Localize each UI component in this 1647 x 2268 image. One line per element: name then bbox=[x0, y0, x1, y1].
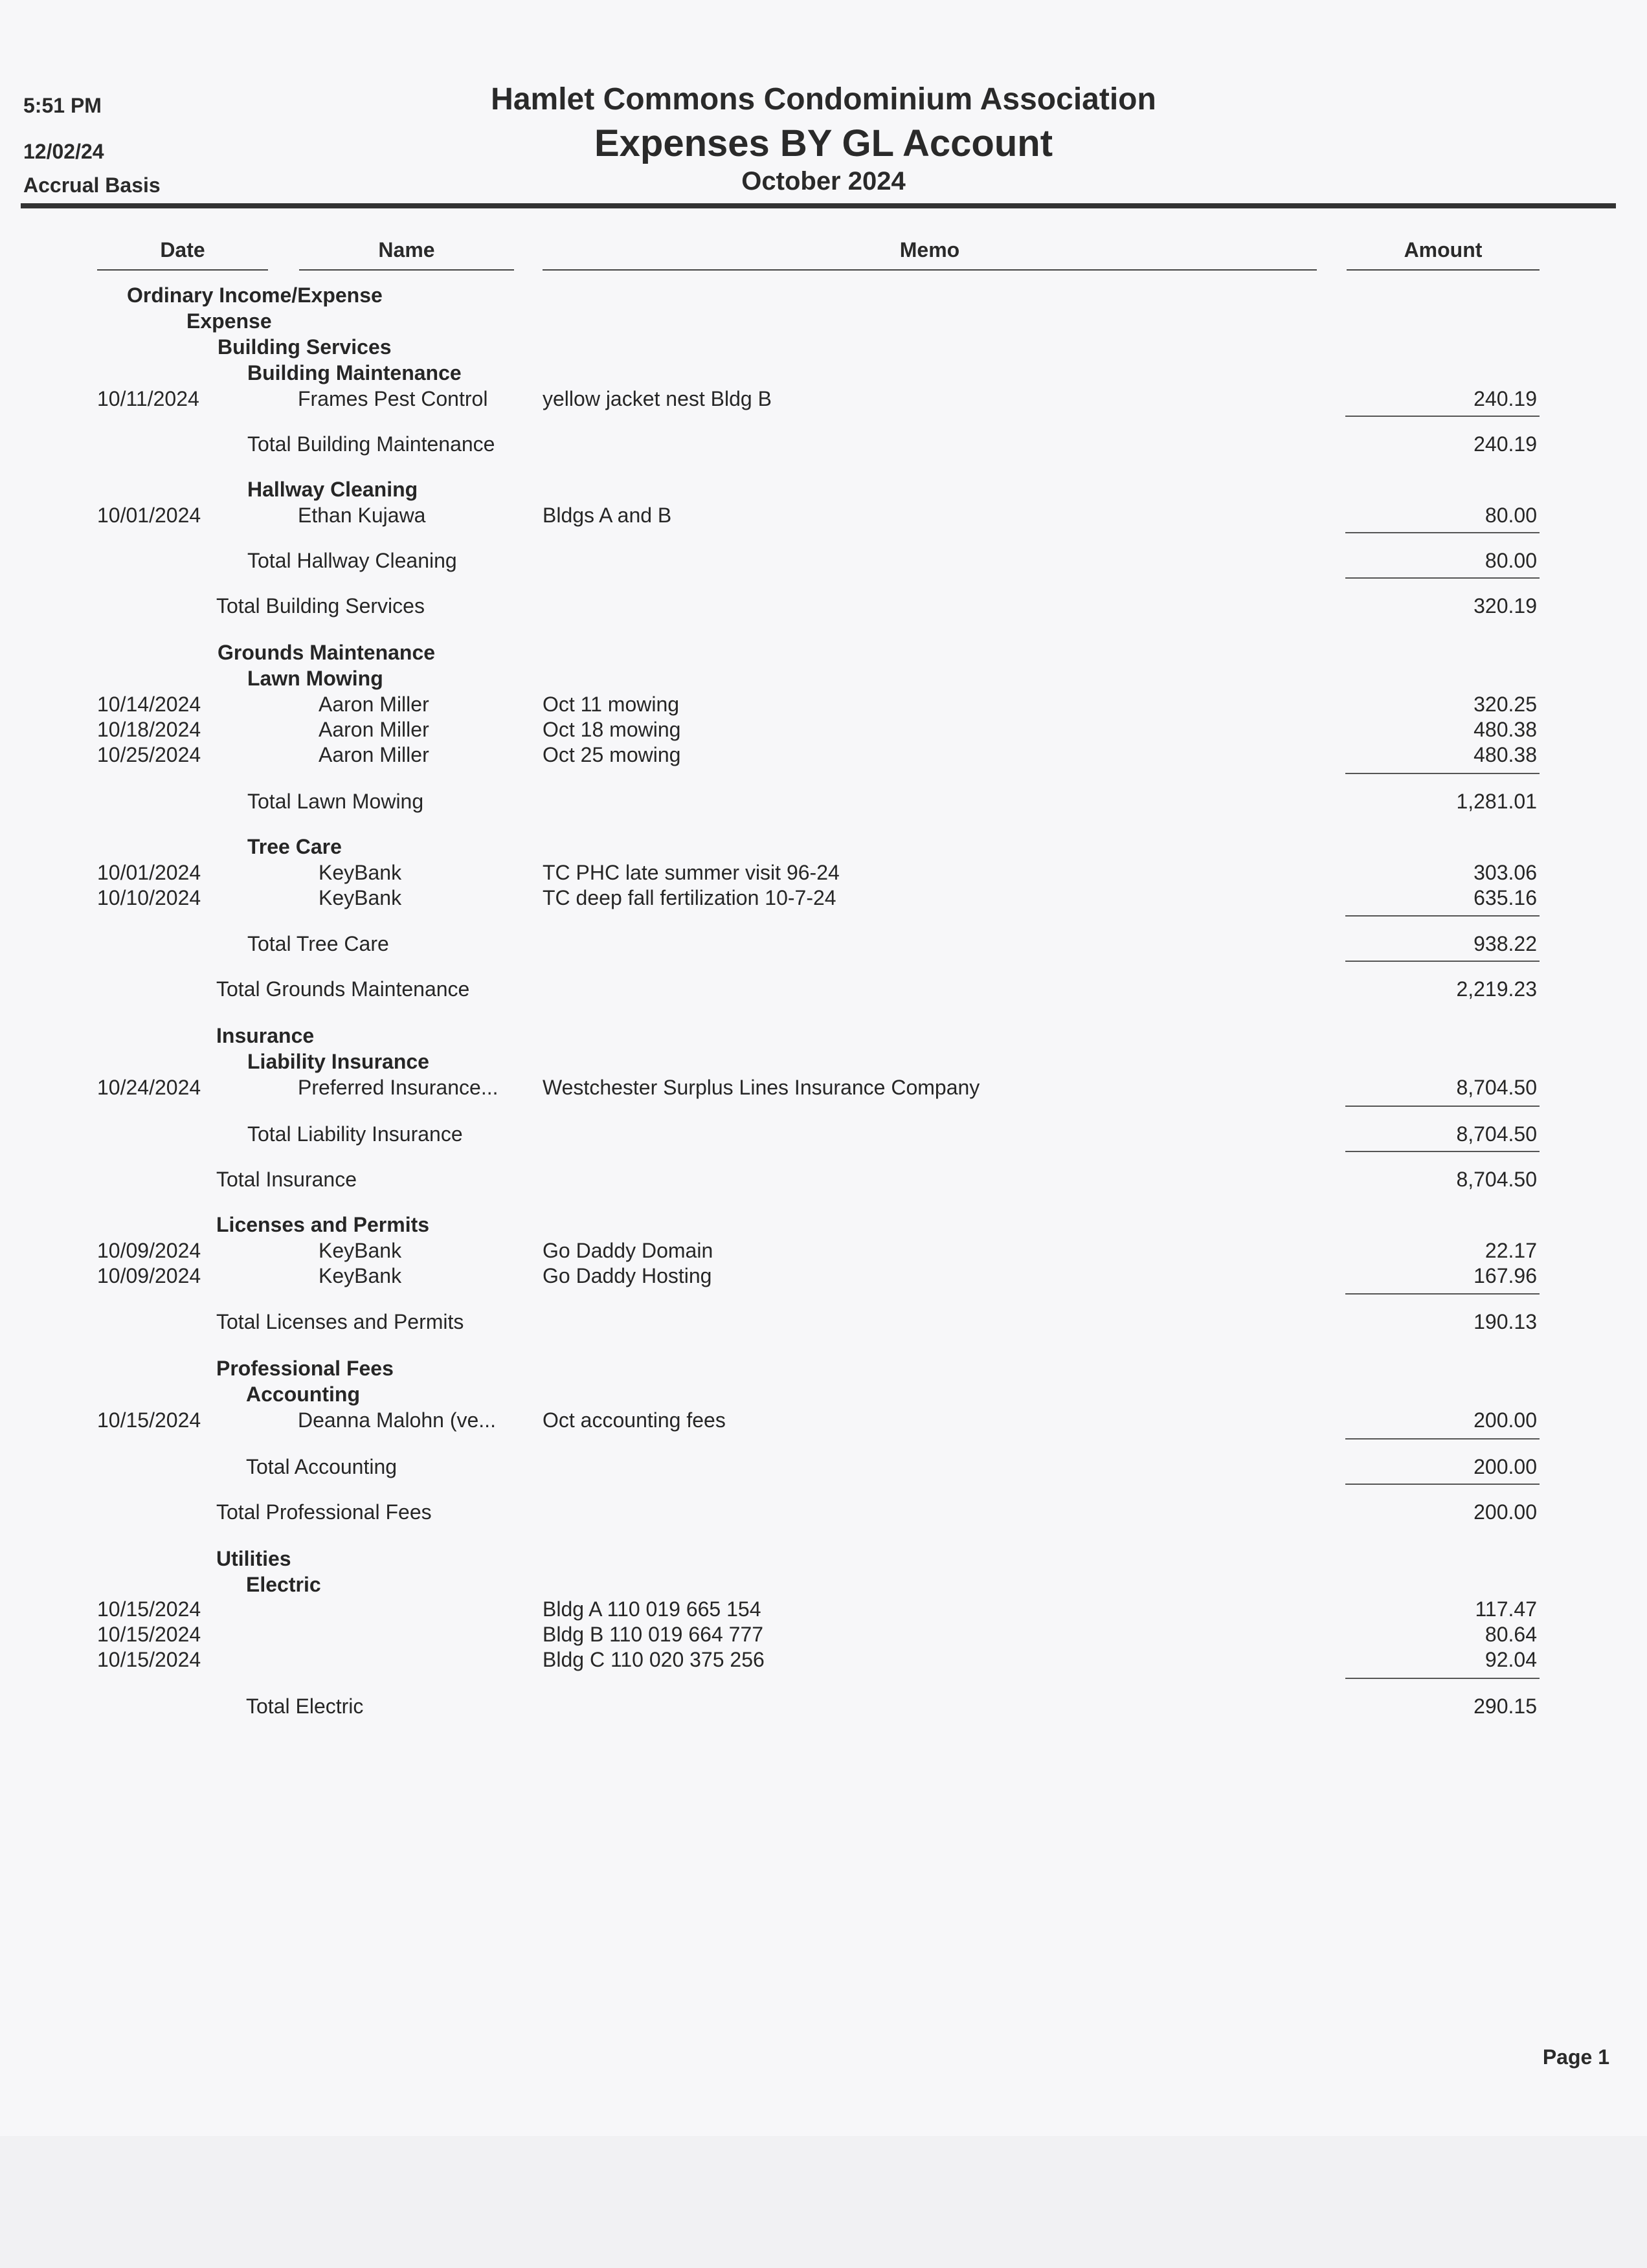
subtotal-rule bbox=[1345, 915, 1540, 917]
total-professional-fees-label: Total Professional Fees bbox=[216, 1500, 432, 1524]
row-date: 10/24/2024 bbox=[97, 1076, 201, 1099]
header-rule bbox=[21, 203, 1616, 208]
account-lawn-mowing: Lawn Mowing bbox=[247, 667, 383, 690]
subtotal-rule bbox=[1345, 1678, 1540, 1679]
group-professional-fees: Professional Fees bbox=[216, 1357, 394, 1380]
row-date: 10/15/2024 bbox=[97, 1648, 201, 1671]
total-tree-care-label: Total Tree Care bbox=[247, 932, 389, 955]
row-amount: 320.25 bbox=[1473, 693, 1537, 716]
subtotal-rule bbox=[1345, 961, 1540, 962]
total-liability-insurance-amount: 8,704.50 bbox=[1456, 1122, 1537, 1146]
column-underline-memo bbox=[543, 269, 1317, 271]
total-building-services-amount: 320.19 bbox=[1473, 594, 1537, 617]
total-licenses-permits-label: Total Licenses and Permits bbox=[216, 1310, 464, 1333]
row-date: 10/11/2024 bbox=[97, 387, 199, 410]
row-date: 10/15/2024 bbox=[97, 1623, 201, 1646]
total-building-maintenance-label: Total Building Maintenance bbox=[247, 432, 495, 456]
total-electric-amount: 290.15 bbox=[1473, 1695, 1537, 1718]
row-memo: Westchester Surplus Lines Insurance Company bbox=[543, 1076, 980, 1099]
row-name: KeyBank bbox=[319, 861, 402, 884]
row-memo: Oct accounting fees bbox=[543, 1408, 726, 1432]
row-name: Frames Pest Control bbox=[298, 387, 488, 410]
row-name: Preferred Insurance... bbox=[298, 1076, 499, 1099]
row-memo: Bldgs A and B bbox=[543, 504, 672, 527]
group-licenses-permits: Licenses and Permits bbox=[216, 1213, 430, 1236]
column-header-amount: Amount bbox=[1404, 238, 1483, 261]
total-tree-care-amount: 938.22 bbox=[1473, 932, 1537, 955]
row-amount: 92.04 bbox=[1485, 1648, 1537, 1671]
account-hallway-cleaning: Hallway Cleaning bbox=[247, 478, 418, 501]
group-utilities: Utilities bbox=[216, 1547, 291, 1570]
total-building-maintenance-amount: 240.19 bbox=[1473, 432, 1537, 456]
column-header-date: Date bbox=[160, 238, 205, 261]
row-amount: 480.38 bbox=[1473, 718, 1537, 741]
report-time: 5:51 PM bbox=[23, 94, 102, 117]
row-amount: 240.19 bbox=[1473, 387, 1537, 410]
account-building-maintenance: Building Maintenance bbox=[247, 361, 462, 384]
row-memo: Oct 25 mowing bbox=[543, 743, 681, 766]
total-insurance-amount: 8,704.50 bbox=[1456, 1168, 1537, 1191]
total-hallway-cleaning-amount: 80.00 bbox=[1485, 549, 1537, 572]
row-date: 10/25/2024 bbox=[97, 743, 201, 766]
row-date: 10/15/2024 bbox=[97, 1408, 201, 1432]
row-date: 10/15/2024 bbox=[97, 1597, 201, 1621]
row-memo: Oct 18 mowing bbox=[543, 718, 681, 741]
report-title: Expenses BY GL Account bbox=[594, 122, 1053, 164]
row-amount: 80.00 bbox=[1485, 504, 1537, 527]
row-date: 10/01/2024 bbox=[97, 504, 201, 527]
subtotal-rule bbox=[1345, 1438, 1540, 1440]
total-liability-insurance-label: Total Liability Insurance bbox=[247, 1122, 463, 1146]
row-name: KeyBank bbox=[319, 1239, 402, 1262]
row-date: 10/09/2024 bbox=[97, 1239, 201, 1262]
subtotal-rule bbox=[1345, 1484, 1540, 1485]
column-underline-name bbox=[299, 269, 514, 271]
group-grounds-maintenance: Grounds Maintenance bbox=[218, 641, 436, 664]
row-memo: TC PHC late summer visit 96-24 bbox=[543, 861, 840, 884]
subtotal-rule bbox=[1345, 773, 1540, 774]
row-name: Deanna Malohn (ve... bbox=[298, 1408, 496, 1432]
row-name: Aaron Miller bbox=[319, 718, 429, 741]
subtotal-rule bbox=[1345, 416, 1540, 417]
total-professional-fees-amount: 200.00 bbox=[1473, 1500, 1537, 1524]
account-liability-insurance: Liability Insurance bbox=[247, 1050, 429, 1073]
total-lawn-mowing-amount: 1,281.01 bbox=[1456, 790, 1537, 813]
row-amount: 167.96 bbox=[1473, 1264, 1537, 1287]
row-date: 10/01/2024 bbox=[97, 861, 201, 884]
row-memo: Bldg B 110 019 664 777 bbox=[543, 1623, 764, 1646]
total-accounting-amount: 200.00 bbox=[1473, 1455, 1537, 1478]
row-name: Aaron Miller bbox=[319, 743, 429, 766]
report-period: October 2024 bbox=[741, 167, 906, 195]
total-insurance-label: Total Insurance bbox=[216, 1168, 357, 1191]
row-amount: 200.00 bbox=[1473, 1408, 1537, 1432]
row-memo: Bldg A 110 019 665 154 bbox=[543, 1597, 761, 1621]
account-accounting: Accounting bbox=[246, 1383, 360, 1406]
row-name: Aaron Miller bbox=[319, 693, 429, 716]
total-grounds-maintenance-label: Total Grounds Maintenance bbox=[216, 977, 470, 1001]
row-amount: 303.06 bbox=[1473, 861, 1537, 884]
report-basis: Accrual Basis bbox=[23, 173, 161, 197]
row-memo: Bldg C 110 020 375 256 bbox=[543, 1648, 765, 1671]
row-amount: 80.64 bbox=[1485, 1623, 1537, 1646]
total-grounds-maintenance-amount: 2,219.23 bbox=[1456, 977, 1537, 1001]
row-name: Ethan Kujawa bbox=[298, 504, 426, 527]
account-electric: Electric bbox=[246, 1573, 321, 1596]
column-underline-date bbox=[97, 269, 268, 271]
report-date: 12/02/24 bbox=[23, 140, 104, 163]
section-expense: Expense bbox=[186, 309, 272, 333]
subtotal-rule bbox=[1345, 1151, 1540, 1152]
row-name: KeyBank bbox=[319, 886, 402, 909]
subtotal-rule bbox=[1345, 1106, 1540, 1107]
row-amount: 635.16 bbox=[1473, 886, 1537, 909]
row-amount: 22.17 bbox=[1485, 1239, 1537, 1262]
total-licenses-permits-amount: 190.13 bbox=[1473, 1310, 1537, 1333]
row-memo: Oct 11 mowing bbox=[543, 693, 680, 716]
row-date: 10/09/2024 bbox=[97, 1264, 201, 1287]
column-underline-amount bbox=[1347, 269, 1540, 271]
row-date: 10/18/2024 bbox=[97, 718, 201, 741]
row-amount: 117.47 bbox=[1475, 1597, 1537, 1621]
page-number: Page 1 bbox=[1542, 2045, 1609, 2069]
total-lawn-mowing-label: Total Lawn Mowing bbox=[247, 790, 424, 813]
row-memo: Go Daddy Domain bbox=[543, 1239, 713, 1262]
row-memo: yellow jacket nest Bldg B bbox=[543, 387, 772, 410]
group-building-services: Building Services bbox=[218, 335, 392, 359]
total-accounting-label: Total Accounting bbox=[246, 1455, 398, 1478]
row-amount: 8,704.50 bbox=[1456, 1076, 1537, 1099]
subtotal-rule bbox=[1345, 577, 1540, 579]
total-hallway-cleaning-label: Total Hallway Cleaning bbox=[247, 549, 457, 572]
row-memo: TC deep fall fertilization 10-7-24 bbox=[543, 886, 836, 909]
column-header-name: Name bbox=[378, 238, 435, 261]
group-insurance: Insurance bbox=[216, 1024, 315, 1047]
subtotal-rule bbox=[1345, 1293, 1540, 1295]
section-ordinary-income-expense: Ordinary Income/Expense bbox=[127, 284, 383, 307]
account-tree-care: Tree Care bbox=[247, 835, 342, 858]
total-electric-label: Total Electric bbox=[246, 1695, 364, 1718]
total-building-services-label: Total Building Services bbox=[216, 594, 425, 617]
scan-margin bbox=[0, 2136, 1647, 2268]
row-date: 10/14/2024 bbox=[97, 693, 201, 716]
row-name: KeyBank bbox=[319, 1264, 402, 1287]
row-date: 10/10/2024 bbox=[97, 886, 201, 909]
subtotal-rule bbox=[1345, 532, 1540, 533]
row-memo: Go Daddy Hosting bbox=[543, 1264, 712, 1287]
row-amount: 480.38 bbox=[1473, 743, 1537, 766]
company-name: Hamlet Commons Condominium Association bbox=[491, 82, 1156, 117]
column-header-memo: Memo bbox=[899, 238, 960, 261]
